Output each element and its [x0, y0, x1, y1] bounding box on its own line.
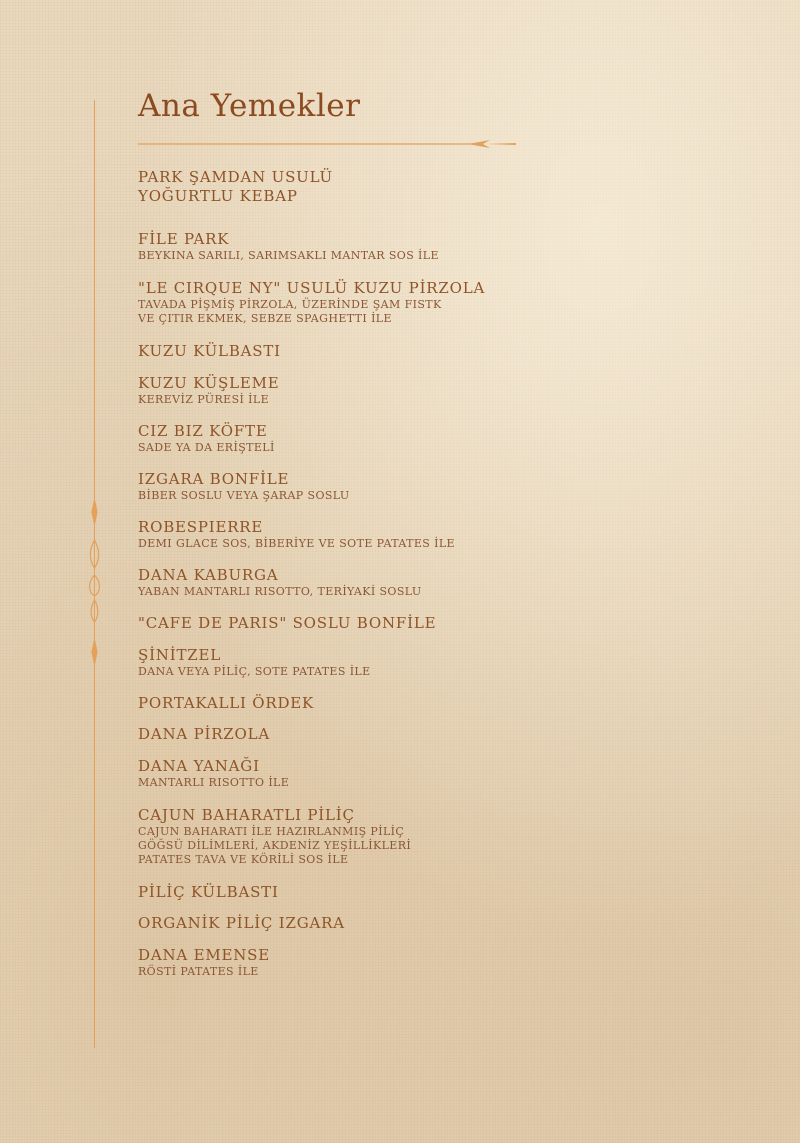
menu-item — [138, 883, 279, 902]
menu-item-name: YOĞURTLU KEBAP — [138, 187, 298, 205]
menu-item — [138, 806, 411, 867]
left-ornament-icon — [86, 500, 103, 670]
menu-item — [138, 725, 270, 744]
menu-item — [138, 342, 281, 361]
menu-item-description: YABAN MANTARLI RISOTTO, TERİYAKİ SOSLU — [138, 585, 422, 598]
page-title: Ana Yemekler — [138, 88, 361, 124]
menu-item — [138, 694, 314, 713]
menu-item — [138, 518, 455, 551]
menu-item — [138, 168, 333, 206]
menu-item-name: "LE CIRQUE NY" USULÜ KUZU PİRZOLA — [138, 279, 486, 297]
menu-item — [138, 470, 350, 503]
menu-item — [138, 230, 439, 263]
menu-item-description: DEMI GLACE SOS, BİBERİYE VE SOTE PATATES İLE — [138, 537, 455, 550]
menu-item-name: KUZU KÜŞLEME — [138, 374, 280, 392]
menu-item-description: TAVADA PİŞMİŞ PİRZOLA, ÜZERİNDE ŞAM FISTK — [138, 298, 442, 311]
menu-item-description: BEYKINA SARILI, SARIMSAKLI MANTAR SOS İLE — [138, 249, 439, 262]
menu-item-name: IZGARA BONFİLE — [138, 470, 290, 488]
menu-item-name: FİLE PARK — [138, 230, 230, 248]
menu-item — [138, 614, 436, 633]
menu-item-description: BİBER SOSLU VEYA ŞARAP SOSLU — [138, 489, 350, 502]
menu-item-name: ROBESPIERRE — [138, 518, 264, 536]
menu-item-description: CAJUN BAHARATI İLE HAZIRLANMIŞ PİLİÇ — [138, 825, 405, 838]
menu-item — [138, 422, 275, 455]
menu-item-name: DANA EMENSE — [138, 946, 270, 964]
menu-item-name: PİLİÇ KÜLBASTI — [138, 883, 279, 901]
menu-item — [138, 374, 280, 407]
menu-item — [138, 914, 345, 933]
menu-item-name: CAJUN BAHARATLI PİLİÇ — [138, 806, 355, 824]
menu-item-name: DANA KABURGA — [138, 566, 279, 584]
menu-item-description: VE ÇITIR EKMEK, SEBZE SPAGHETTI İLE — [138, 312, 392, 325]
menu-item-description: MANTARLI RISOTTO İLE — [138, 776, 290, 789]
menu-item — [138, 757, 289, 790]
menu-item-name: DANA PİRZOLA — [138, 725, 271, 743]
menu-item-name: CIZ BIZ KÖFTE — [138, 422, 268, 440]
menu-item-description: KEREVİZ PÜRESİ İLE — [138, 393, 270, 406]
menu-item — [138, 566, 422, 599]
menu-item-name: PARK ŞAMDAN USULÜ — [138, 168, 333, 186]
menu-item-name: ORGANİK PİLİÇ IZGARA — [138, 914, 345, 932]
menu-item-name: KUZU KÜLBASTI — [138, 342, 281, 360]
menu-item-description: PATATES TAVA VE KÖRİLİ SOS İLE — [138, 853, 349, 866]
menu-item-name: "CAFE DE PARIS" SOSLU BONFİLE — [138, 614, 437, 632]
menu-item-name: ŞİNİTZEL — [138, 646, 221, 664]
menu-item — [138, 279, 485, 326]
menu-item-description: GÖĞSÜ DİLİMLERİ, AKDENİZ YEŞİLLİKLERİ — [138, 839, 412, 852]
menu-item — [138, 946, 270, 979]
menu-item-description: SADE YA DA ERİŞTELİ — [138, 441, 275, 454]
menu-item-description: RÖSTİ PATATES İLE — [138, 965, 259, 978]
menu-item — [138, 646, 371, 679]
title-underline-ornament — [138, 137, 518, 151]
menu-item-description: DANA VEYA PİLİÇ, SOTE PATATES İLE — [138, 665, 371, 678]
menu-item-name: PORTAKALLI ÖRDEK — [138, 694, 315, 712]
menu-item-name: DANA YANAĞI — [138, 757, 260, 775]
